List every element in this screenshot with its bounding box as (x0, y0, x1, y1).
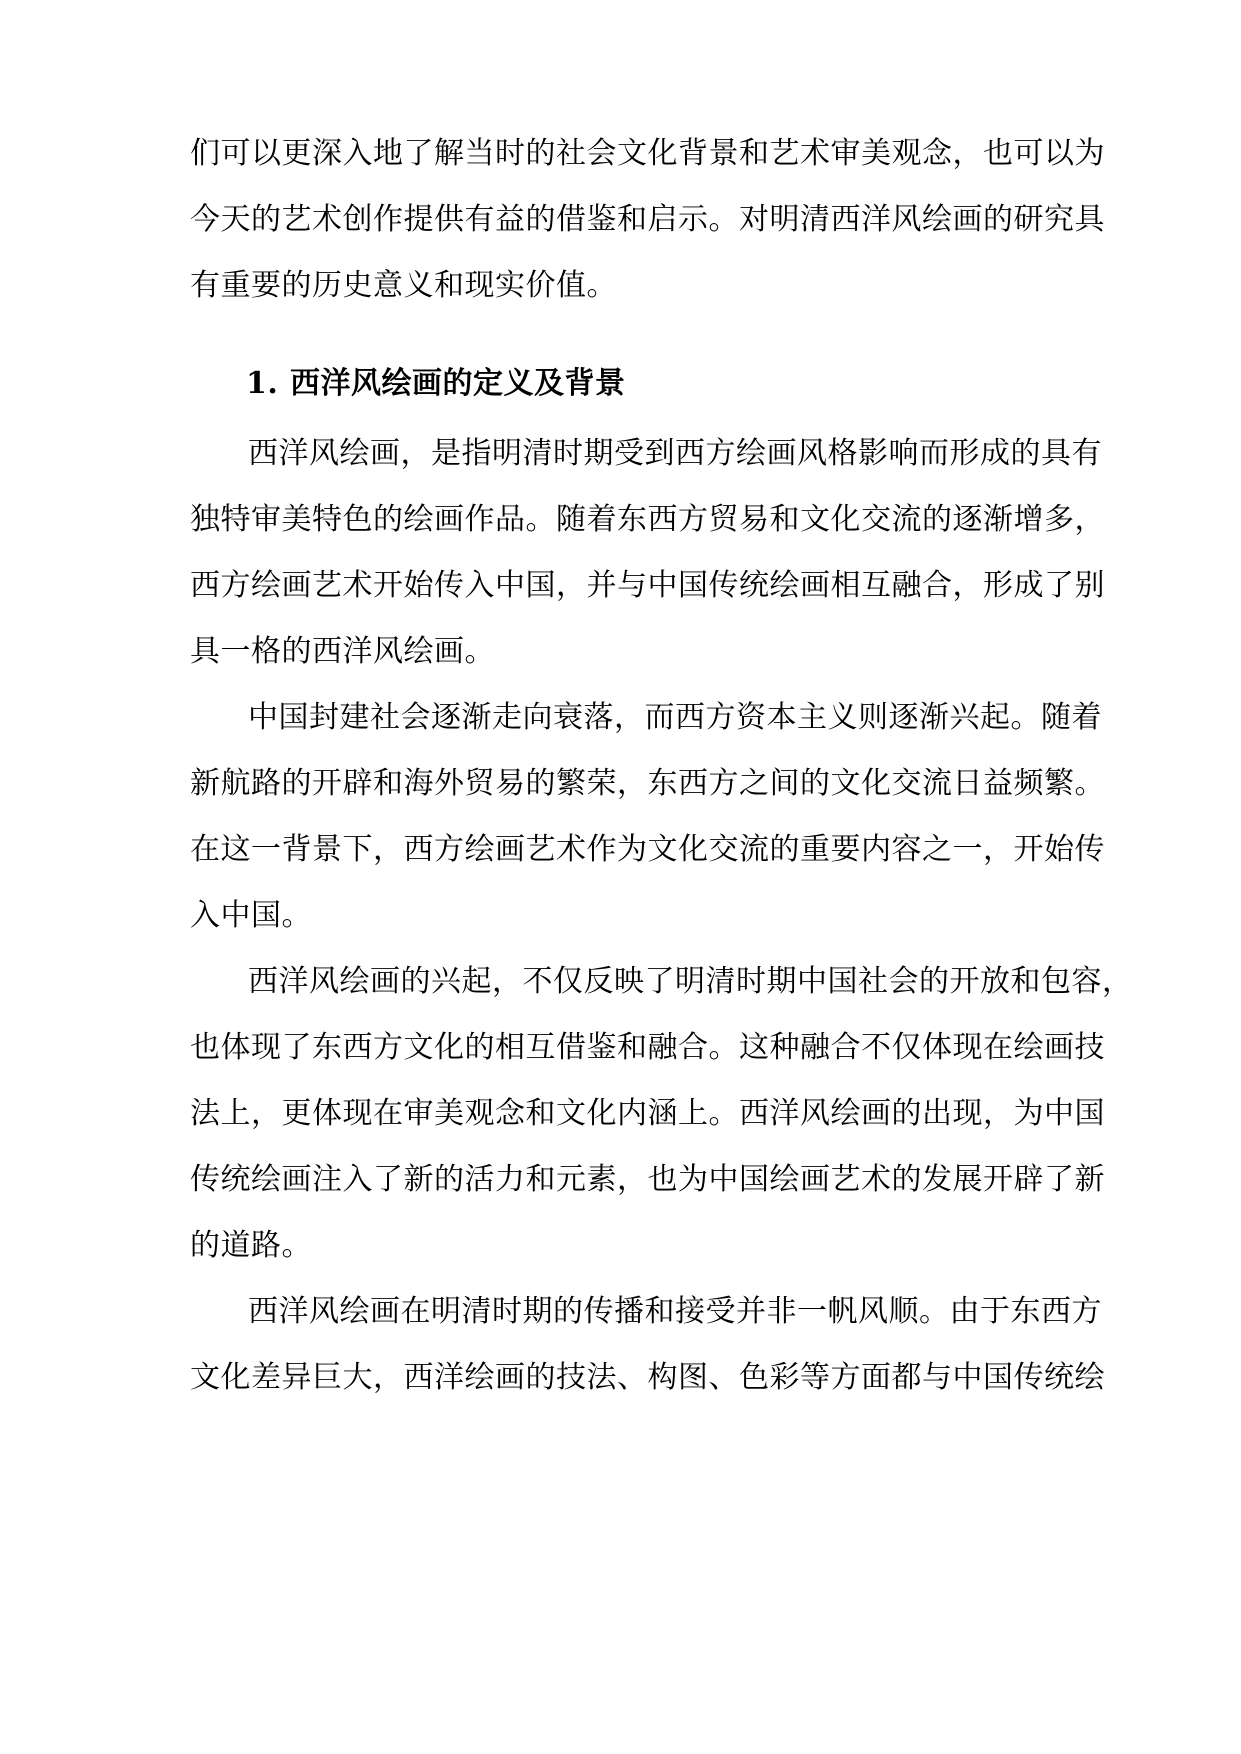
body-text-line: 西洋风绘画的兴起，不仅反映了明清时期中国社会的开放和包容， (248, 964, 1133, 999)
body-text-line: 传统绘画注入了新的活力和元素，也为中国绘画艺术的发展开辟了新 (190, 1162, 1105, 1197)
body-text-line: 具一格的西洋风绘画。 (190, 634, 495, 669)
body-text-line: 也体现了东西方文化的相互借鉴和融合。这种融合不仅体现在绘画技 (190, 1030, 1105, 1065)
body-text-line: 们可以更深入地了解当时的社会文化背景和艺术审美观念，也可以为 (190, 136, 1105, 171)
body-text-line: 法上，更体现在审美观念和文化内涵上。西洋风绘画的出现，为中国 (190, 1096, 1105, 1131)
body-text-line: 今天的艺术创作提供有益的借鉴和启示。对明清西洋风绘画的研究具 (190, 202, 1105, 237)
body-text-line: 独特审美特色的绘画作品。随着东西方贸易和文化交流的逐渐增多， (190, 502, 1105, 537)
body-text-line: 新航路的开辟和海外贸易的繁荣，东西方之间的文化交流日益频繁。 (190, 766, 1105, 801)
section-title: 西洋风绘画的定义及背景 (290, 366, 626, 401)
body-text-line: 西洋风绘画，是指明清时期受到西方绘画风格影响而形成的具有 (248, 436, 1102, 471)
section-heading (246, 364, 1116, 404)
body-text-line: 在这一背景下，西方绘画艺术作为文化交流的重要内容之一，开始传 (190, 832, 1105, 867)
section-number: 1. (246, 366, 279, 401)
body-text-line: 的道路。 (190, 1228, 312, 1263)
body-text-line: 西洋风绘画在明清时期的传播和接受并非一帆风顺。由于东西方 (248, 1294, 1102, 1329)
body-text-line: 有重要的历史意义和现实价值。 (190, 268, 617, 303)
body-text-line: 入中国。 (190, 898, 312, 933)
body-text-line: 中国封建社会逐渐走向衰落，而西方资本主义则逐渐兴起。随着 (248, 700, 1102, 735)
body-text-line: 西方绘画艺术开始传入中国，并与中国传统绘画相互融合，形成了别 (190, 568, 1105, 603)
body-text-line: 文化差异巨大，西洋绘画的技法、构图、色彩等方面都与中国传统绘 (190, 1360, 1105, 1395)
